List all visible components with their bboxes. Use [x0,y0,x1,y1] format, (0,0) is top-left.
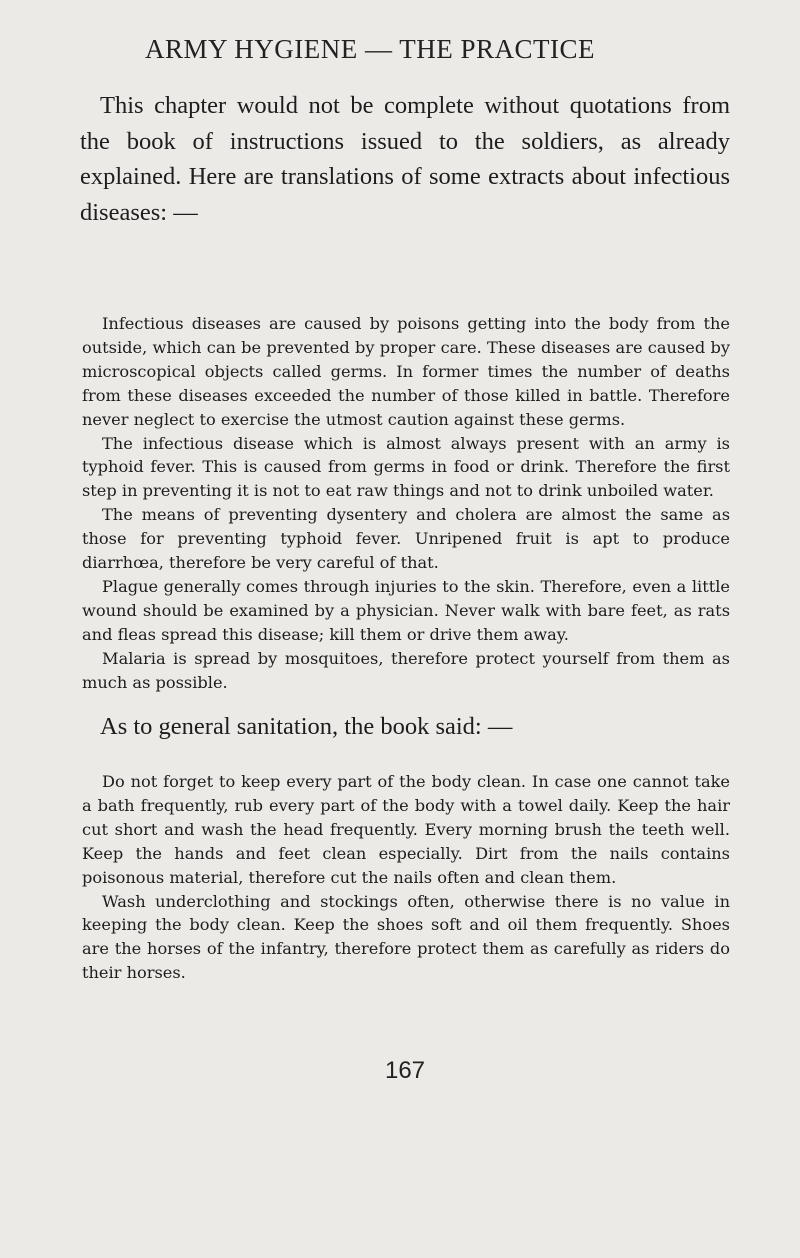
running-head: ARMY HYGIENE — THE PRACTICE [145,34,595,64]
page-number: 167 [384,1057,426,1084]
sanitation-lead: As to general sanitation, the book said: — [100,713,513,740]
extract-paragraph: Infectious diseases are caused by poisons getting into the body from the outside, which can be prevented by proper care. These diseases are caused by microscopical objects called germs. In former times the number of deaths from these diseases exceeded the number of those killed in battle. Therefore never neglect to exercise the utmost caution against these germs. [82,314,730,429]
infectious-diseases-extract [82,312,730,695]
intro-paragraph: This chapter would not be complete without quotations from the book of instructions issued to the soldiers, as already explained. Here are translations of some extracts about infectious diseases: — [80,92,730,226]
extract-paragraph: Do not forget to keep every part of the body clean. In case one cannot take a bath frequently, rub every part of the body with a towel daily. Keep the hair cut short and wash the head frequently. Every morning brush the teeth well. Keep the hands and feet clean especially. Dirt from the nails contains poisonous material, therefore cut the nails often and clean them. [82,772,730,887]
extract-paragraph: Plague generally comes through injuries to the skin. Therefore, even a little wound should be examined by a physician. Never walk with bare feet, as rats and fleas spread this disease; kill them or drive them away. [82,576,730,644]
extract-paragraph: The infectious disease which is almost always present with an army is typhoid fever. This is caused from germs in food or drink. Therefore the first step in preventing it is not to eat raw things and not to drink unboiled water. [82,433,730,501]
extract-paragraph: Malaria is spread by mosquitoes, therefore protect yourself from them as much as possible. [82,648,730,692]
extract-paragraph: The means of preventing dysentery and cholera are almost the same as those for preventing typhoid fever. Unripened fruit is apt to produce diarrhœa, therefore be very careful of that. [82,505,730,573]
extract-paragraph: Wash underclothing and stockings often, otherwise there is no value in keeping the body clean. Keep the shoes soft and oil them frequently. Shoes are the horses of the infantry, therefore protect them as carefully as riders do their horses. [82,891,730,983]
sanitation-extract [82,770,730,985]
